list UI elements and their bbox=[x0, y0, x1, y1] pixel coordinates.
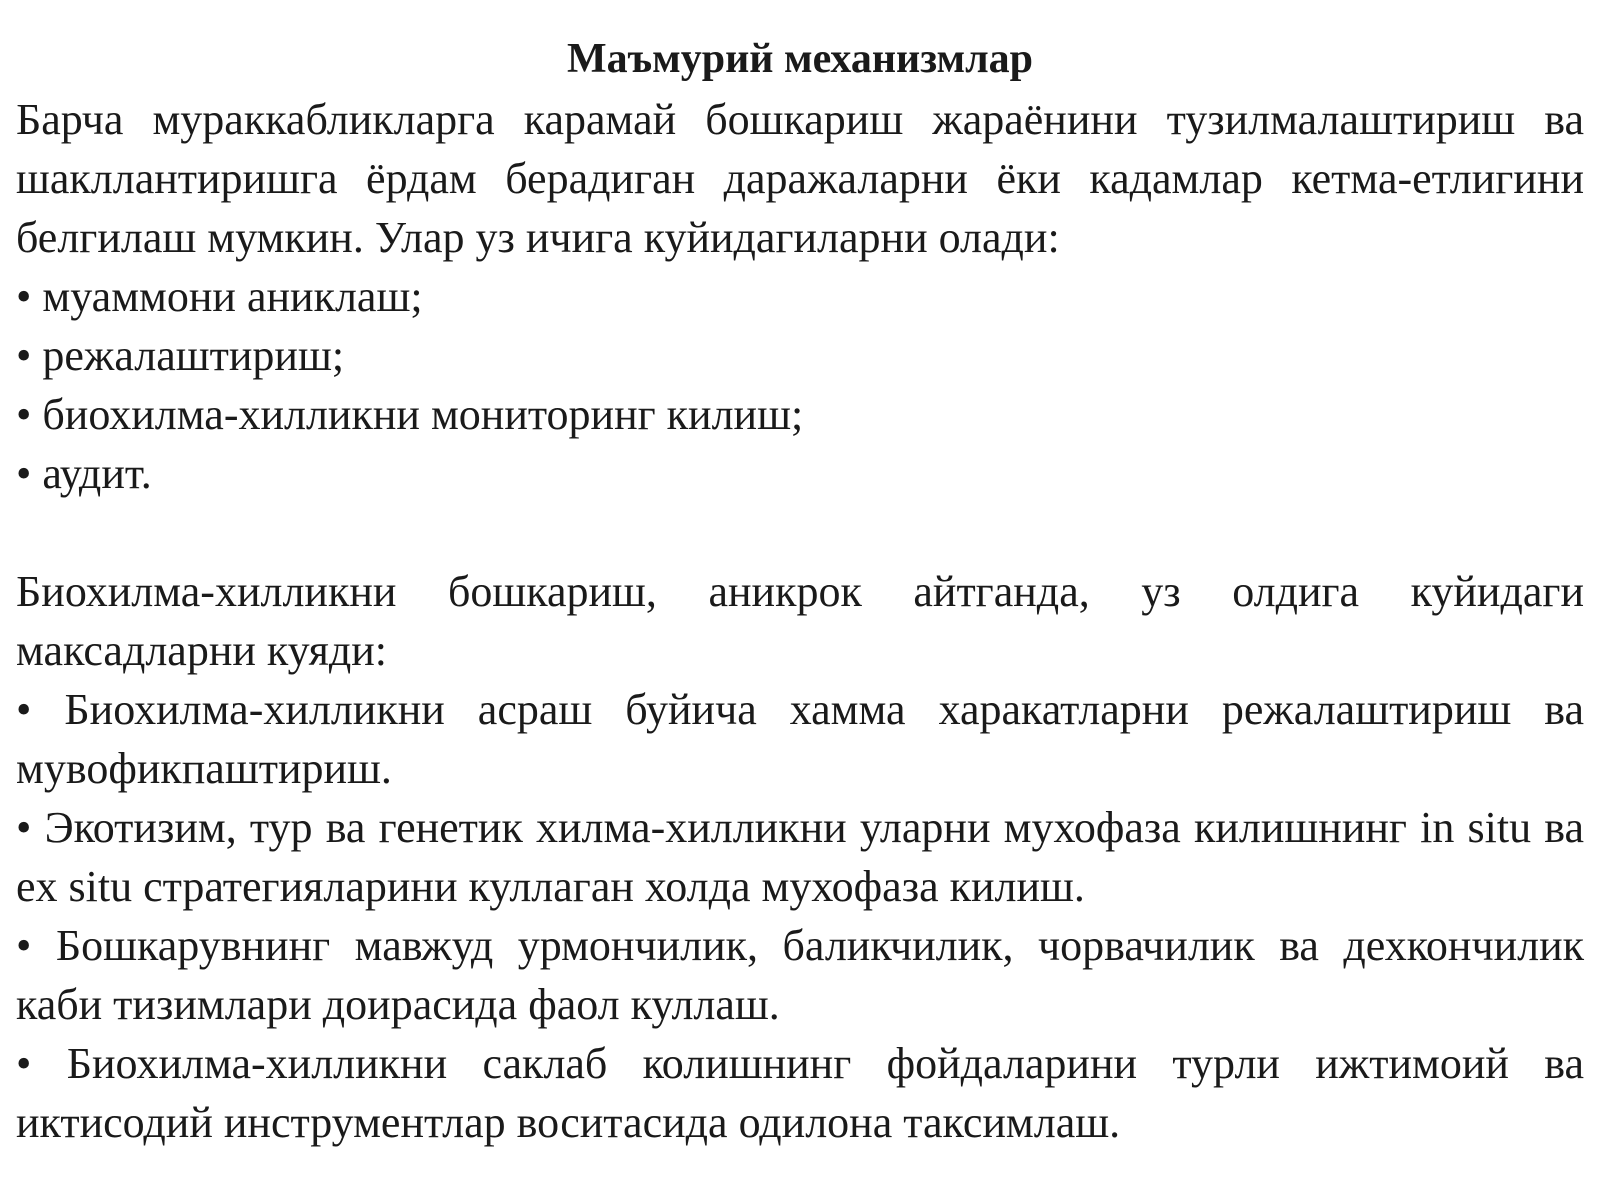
page-title: Маъмурий механизмлар bbox=[566, 36, 1034, 82]
steps-list bbox=[16, 267, 1584, 503]
goals-list bbox=[16, 680, 1584, 1152]
document-page bbox=[16, 34, 1584, 1152]
list-item: • муаммони аниклаш; bbox=[16, 272, 423, 321]
list-item: • Биохилма-хилликни асраш буйича хамма харакатларни режалаштириш ва мувофикпаштириш. bbox=[16, 685, 1584, 793]
list-item: • аудит. bbox=[16, 449, 152, 498]
spacer bbox=[16, 503, 1584, 562]
list-item: • Биохилма-хилликни саклаб колишнинг фойдаларини турли ижтимоий ва иктисодий инструментлар воситасида одилона таксимлаш. bbox=[16, 1039, 1584, 1147]
goals-intro-paragraph: Биохилма-хилликни бошкариш, аникрок айтганда, уз олдига куйидаги максадларни куяди: bbox=[16, 567, 1584, 675]
list-item: • Бошкарувнинг мавжуд урмончилик, баликчилик, чорвачилик ва дехкончилик каби тизимлари доирасида фаол куллаш. bbox=[16, 921, 1584, 1029]
intro-paragraph: Барча мураккабликларга карамай бошкариш жараёнини тузилмалаштириш ва шакллантиришга ёрдам берадиган даражаларни ёки кадамлар кетма-етлигини белгилаш мумкин. Улар уз ичига куйидагиларни олади: bbox=[16, 95, 1584, 262]
list-item: • Экотизим, тур ва генетик хилма-хилликни уларни мухофаза килишнинг in situ ва ex situ стратегияларини куллаган холда мухофаза килиш. bbox=[16, 803, 1584, 911]
list-item: • биохилма-хилликни мониторинг килиш; bbox=[16, 390, 804, 439]
list-item: • режалаштириш; bbox=[16, 331, 345, 380]
goals-section bbox=[16, 562, 1584, 1152]
